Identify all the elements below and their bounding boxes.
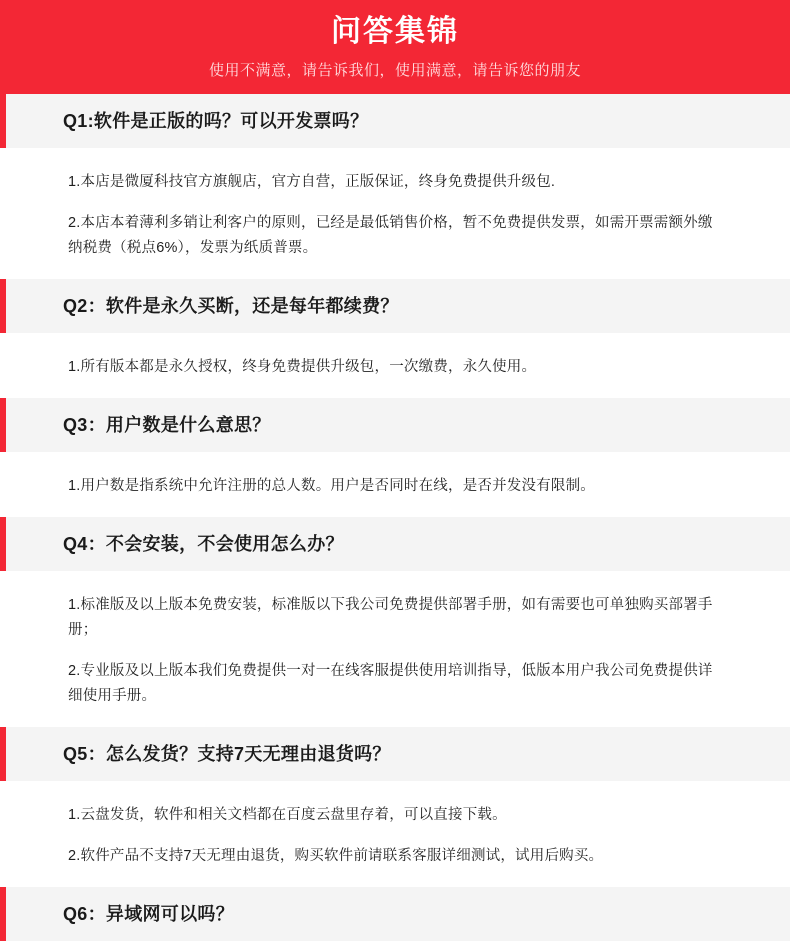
faq-answer-line: 1.用户数是指系统中允许注册的总人数。用户是否同时在线，是否并发没有限制。	[68, 478, 595, 494]
faq-item	[0, 279, 790, 398]
faq-question-row	[0, 398, 790, 452]
page-subtitle: 使用不满意，请告诉我们，使用满意，请告诉您的朋友	[208, 62, 581, 79]
faq-answer-body	[0, 571, 790, 727]
faq-question-row	[0, 94, 790, 148]
faq-question-text: Q1:软件是正版的吗？可以开发票吗？	[63, 111, 369, 131]
faq-answer-body	[0, 333, 790, 398]
faq-answer-line: 2.专业版及以上版本我们免费提供一对一在线客服提供使用培训指导，低版本用户我公司免费提供详细使用手册。	[68, 663, 713, 704]
faq-item	[0, 887, 790, 941]
faq-question-row	[0, 279, 790, 333]
faq-answer-line: 1.标准版及以上版本免费安装，标准版以下我公司免费提供部署手册，如有需要也可单独购买部署手册；	[68, 597, 713, 638]
faq-answer-body	[0, 452, 790, 517]
faq-question-text: Q6：异域网可以吗？	[63, 904, 235, 924]
faq-answer-body	[0, 781, 790, 887]
faq-item	[0, 727, 790, 887]
faq-list	[0, 94, 790, 941]
faq-question-text: Q2：软件是永久买断，还是每年都续费？	[63, 296, 399, 316]
faq-question-row	[0, 727, 790, 781]
faq-answer-line: 1.所有版本都是永久授权，终身免费提供升级包，一次缴费，永久使用。	[68, 359, 537, 375]
faq-answer-line: 2.本店本着薄利多销让利客户的原则，已经是最低销售价格，暂不免费提供发票，如需开票需额外缴纳税费（税点6%），发票为纸质普票。	[68, 215, 713, 256]
faq-question-text: Q3：用户数是什么意思？	[63, 415, 271, 435]
faq-question-text: Q5：怎么发货？支持7天无理由退货吗？	[63, 744, 391, 764]
faq-answer-line: 1.本店是微厦科技官方旗舰店，官方自营，正版保证，终身免费提供升级包.	[68, 174, 556, 190]
page-title: 问答集锦	[331, 15, 459, 48]
faq-answer-line: 2.软件产品不支持7天无理由退货，购买软件前请联系客服详细测试，试用后购买。	[68, 848, 604, 864]
faq-item	[0, 94, 790, 279]
faq-item	[0, 398, 790, 517]
page-banner	[0, 0, 790, 94]
faq-item	[0, 517, 790, 727]
faq-answer-body	[0, 148, 790, 279]
faq-question-text: Q4：不会安装，不会使用怎么办？	[63, 534, 344, 554]
faq-question-row	[0, 517, 790, 571]
faq-question-row	[0, 887, 790, 941]
faq-answer-line: 1.云盘发货，软件和相关文档都在百度云盘里存着，可以直接下载。	[68, 807, 507, 823]
